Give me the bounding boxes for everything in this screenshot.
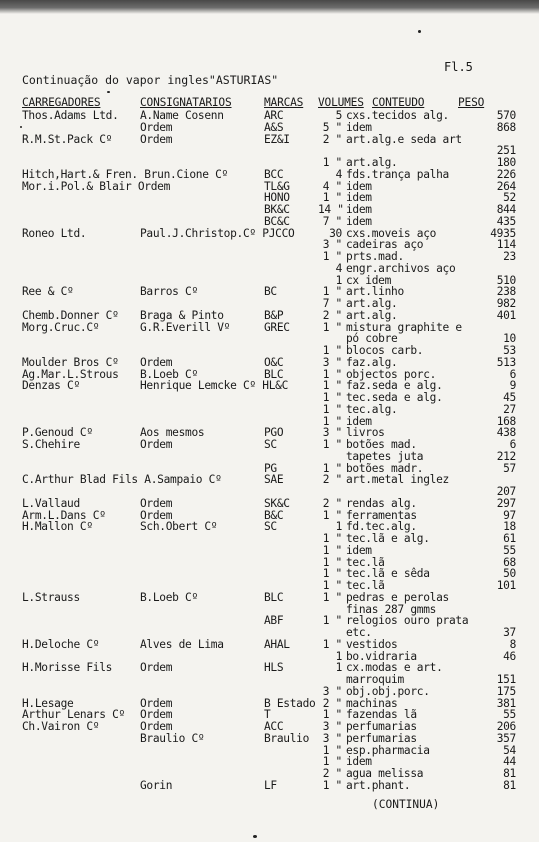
cell-marks: Braulio — [264, 731, 310, 745]
cell-weight: 151 — [496, 673, 516, 686]
cell-content: livros — [346, 426, 385, 440]
cell-marks: TL&G — [264, 179, 290, 193]
cell-qty: 2 " — [322, 132, 342, 146]
cell-content: idem — [346, 755, 372, 769]
cell-weight: 206 — [496, 720, 516, 733]
cell-weight: 37 — [503, 626, 516, 639]
cell-consignee: A.Name Cosenn — [140, 109, 224, 122]
ink-speck — [107, 91, 110, 93]
cell-content: botões mad. — [346, 438, 417, 451]
cell-shipper: S.Chehire — [22, 438, 80, 451]
cell-weight: 52 — [503, 191, 516, 205]
cell-content: machinas — [346, 696, 398, 710]
cell-qty: 1 — [335, 661, 342, 675]
page-number: Fl.5 — [444, 60, 473, 74]
cell-consignee: Ordem — [140, 708, 173, 722]
cell-content: art.alg.e seda art — [346, 132, 462, 146]
cell-content: cx idem — [346, 273, 392, 287]
scan-top-edge — [0, 0, 539, 14]
ink-speck — [253, 835, 257, 838]
table-row — [0, 779, 539, 792]
cell-shipper: Thos.Adams Ltd. — [22, 109, 119, 122]
cell-weight: 212 — [496, 449, 516, 463]
cell-shipper: Ree & Cº — [22, 285, 74, 299]
cell-shipper: Chemb.Donner Cº — [22, 308, 119, 322]
cell-qty: 3 " — [322, 238, 342, 252]
cell-marks: SC — [264, 520, 277, 534]
cell-shipper: L.Strauss — [22, 590, 80, 604]
cell-weight: 97 — [503, 508, 516, 522]
cell-consignee: Ordem — [140, 661, 173, 675]
cell-marks: B&P — [264, 308, 284, 322]
cell-content: art.alg. — [346, 297, 398, 310]
cell-shipper: Arm.L.Dans Cº — [22, 508, 106, 522]
cell-content: vestidos — [346, 637, 398, 651]
cell-consignee: Barros Cº — [140, 285, 198, 299]
cell-weight: 168 — [496, 414, 516, 428]
cell-weight: 357 — [496, 731, 516, 745]
cell-qty: 1 " — [322, 543, 342, 557]
cell-content: pó cobre — [346, 332, 398, 346]
cell-qty: 1 " — [322, 614, 342, 628]
cell-qty: 1 " — [322, 414, 342, 428]
cell-content: perfumarias — [346, 720, 417, 733]
cell-marks: HLS — [264, 661, 284, 675]
cell-qty: 1 " — [322, 555, 342, 569]
cell-consignee: Ordem — [140, 120, 173, 134]
cell-marks: HONO — [264, 191, 290, 205]
cell-marks: ACC — [264, 720, 284, 733]
cell-content: bo.vidraria — [346, 649, 417, 663]
cell-weight: 8 — [509, 637, 516, 651]
cell-shipper: Hitch,Hart.& Fren. Brun.Cione Cº — [22, 167, 228, 181]
cell-weight: 57 — [503, 461, 516, 475]
ink-speck — [418, 30, 421, 33]
cell-shipper: Arthur Lenars Cº — [22, 708, 125, 722]
cell-qty: 1 " — [322, 708, 342, 722]
cell-qty: 7 " — [322, 297, 342, 310]
cell-weight: 982 — [496, 297, 516, 310]
cell-shipper: Morg.Cruc.Cº — [22, 320, 100, 334]
cell-content: fazendas lã — [346, 708, 417, 722]
cell-content: botões madr. — [346, 461, 424, 475]
cell-consignee: Ordem — [140, 355, 173, 369]
cell-marks: A&S — [264, 120, 284, 134]
cell-qty: 1 " — [322, 402, 342, 416]
cell-consignee: Aos mesmos — [140, 426, 205, 440]
cell-weight: 50 — [503, 567, 516, 581]
cell-content: art.linho — [346, 285, 404, 299]
cell-qty: 1 " — [322, 590, 342, 604]
cell-content: rendas alg. — [346, 496, 417, 510]
cell-weight: 844 — [496, 203, 516, 216]
cell-qty: 1 " — [322, 579, 342, 592]
cell-content: art.metal inglez — [346, 473, 449, 487]
cell-qty: 1 " — [322, 567, 342, 581]
cell-consignee: Ordem — [140, 696, 173, 710]
cell-weight: 510 — [496, 273, 516, 287]
cell-content: idem — [346, 414, 372, 428]
cell-consignee: Sch.Obert Cº — [140, 520, 218, 534]
cell-weight: 53 — [503, 344, 516, 357]
cell-marks: BCC — [264, 167, 284, 181]
cell-qty: 1 " — [322, 755, 342, 769]
cell-consignee: Braulio Cº — [140, 731, 205, 745]
cell-weight: 297 — [496, 496, 516, 510]
cell-weight: 27 — [503, 402, 516, 416]
header-weight: PESO — [458, 96, 485, 109]
cell-content: agua melissa — [346, 767, 424, 780]
cell-consignee: Ordem — [140, 508, 173, 522]
cell-shipper: Moulder Bros Cº — [22, 355, 119, 369]
cell-content: idem — [346, 191, 372, 205]
cell-qty: 5 " — [322, 120, 342, 134]
cell-content: mistura graphite e — [346, 320, 462, 334]
cell-content: tapetes juta — [346, 449, 424, 463]
cell-weight: 55 — [503, 708, 516, 722]
cell-weight: 251 — [496, 144, 516, 158]
cell-weight: 81 — [503, 778, 516, 792]
cell-shipper: R.M.St.Pack Cº — [22, 132, 113, 146]
cell-content: idem — [346, 120, 372, 134]
cell-marks: B Estado — [264, 696, 316, 710]
cell-shipper: H.Morisse Fils — [22, 661, 113, 675]
cell-shipper: Roneo Ltd. — [22, 226, 87, 240]
cell-weight: 9 — [509, 379, 516, 393]
cell-content: cxs.tecidos alg. — [346, 109, 449, 122]
cell-consignee: B.Loeb Cº — [140, 367, 198, 381]
cell-qty: 2 " — [322, 308, 342, 322]
cell-weight: 513 — [496, 355, 516, 369]
cell-marks: BC&C — [264, 214, 290, 228]
cell-content: art.alg. — [346, 308, 398, 322]
header-consignee: CONSIGNATARIOS — [140, 96, 232, 109]
cell-marks: T — [264, 708, 271, 722]
cell-content: tec.lã e alg. — [346, 532, 430, 545]
cell-qty: 1 " — [322, 532, 342, 545]
cell-weight: 6 — [509, 367, 516, 381]
cell-shipper: Mor.i.Pol.& Blair Ordem — [22, 179, 171, 193]
cell-marks: GREC — [264, 320, 290, 334]
cell-marks: AHAL — [264, 637, 290, 651]
cell-qty: 3 " — [322, 684, 342, 698]
cell-qty: 14 " — [318, 203, 344, 216]
cell-weight: 45 — [503, 391, 516, 404]
cell-content: idem — [346, 179, 372, 193]
cell-weight: 4935 — [490, 226, 516, 240]
cell-consignee: G.R.Everill Vº — [140, 320, 231, 334]
cell-content: art.alg. — [346, 156, 398, 169]
header-content: CONTEUDO — [372, 96, 425, 109]
cell-marks: ARC — [264, 109, 284, 122]
cell-content: obj.obj.porc. — [346, 684, 430, 698]
cell-content: finas 287 gmms — [346, 602, 437, 616]
cell-shipper: L.Vallaud — [22, 496, 80, 510]
cell-weight: 101 — [496, 579, 516, 592]
cell-content: relogios ouro prata — [346, 614, 469, 628]
cell-content: fds.trança palha — [346, 167, 449, 181]
cell-qty: 1 " — [322, 344, 342, 357]
cell-weight: 868 — [496, 120, 516, 134]
cell-content: tec.lã — [346, 579, 385, 592]
cell-marks: O&C — [264, 355, 284, 369]
cell-weight: 10 — [503, 332, 516, 346]
cell-content: faz.seda e alg. — [346, 379, 443, 393]
cell-content: idem — [346, 543, 372, 557]
cell-content: idem — [346, 203, 372, 216]
cell-weight: 207 — [496, 485, 516, 498]
cell-marks: ABF — [264, 614, 284, 628]
document-title: Continuação do vapor ingles"ASTURIAS" — [22, 73, 279, 87]
cell-marks: PGO — [264, 426, 284, 440]
cell-shipper: Ch.Vairon Cº — [22, 720, 100, 733]
cell-content: tec.seda e alg. — [346, 391, 443, 404]
cell-shipper: H.Lesage — [22, 696, 74, 710]
cell-qty: 2 " — [322, 767, 342, 780]
cell-shipper: P.Genoud Cº — [22, 426, 93, 440]
cell-content: fd.tec.alg. — [346, 520, 417, 534]
cell-qty: 30 — [329, 226, 342, 240]
cell-qty: 3 " — [322, 426, 342, 440]
cell-content: prts.mad. — [346, 250, 404, 263]
cell-content: pedras e perolas — [346, 590, 449, 604]
cell-content: tec.lã — [346, 555, 385, 569]
cell-weight: 18 — [503, 520, 516, 534]
cell-shipper: C.Arthur Blad Fils A.Sampaio Cº — [22, 473, 222, 487]
cell-consignee: Ordem — [140, 720, 173, 733]
cell-marks: BLC — [264, 590, 284, 604]
cell-content: tec.lã e sêda — [346, 567, 430, 581]
cell-consignee: B.Loeb Cº — [140, 590, 198, 604]
cell-qty: 4 — [335, 261, 342, 275]
cell-qty: 1 — [335, 520, 342, 534]
cell-shipper: Denzas Cº — [22, 379, 80, 393]
cell-marks: LF — [264, 778, 277, 792]
cell-consignee: Gorin — [140, 778, 173, 792]
cell-marks: PG — [264, 461, 277, 475]
cell-qty: 1 " — [322, 508, 342, 522]
cell-content: art.phant. — [346, 778, 411, 792]
cell-weight: 44 — [503, 755, 516, 769]
cell-content: idem — [346, 214, 372, 228]
cell-weight: 61 — [503, 532, 516, 545]
cell-weight: 180 — [496, 156, 516, 169]
cell-content: objectos porc. — [346, 367, 437, 381]
cell-content: perfumarias — [346, 731, 417, 745]
cell-qty: 7 " — [322, 214, 342, 228]
cell-qty: 1 " — [322, 367, 342, 381]
cell-weight: 81 — [503, 767, 516, 780]
cell-shipper: H.Deloche Cº — [22, 637, 100, 651]
cell-shipper: H.Mallon Cº — [22, 520, 93, 534]
cell-weight: 226 — [496, 167, 516, 181]
cell-qty: 1 " — [322, 461, 342, 475]
cell-content: ferramentas — [346, 508, 417, 522]
cell-qty: 1 " — [322, 250, 342, 263]
cell-consignee: Ordem — [140, 496, 173, 510]
cell-qty: 2 " — [322, 496, 342, 510]
cell-qty: 1 " — [322, 379, 342, 393]
cell-weight: 175 — [496, 684, 516, 698]
cell-qty: 2 " — [322, 473, 342, 487]
cell-content: cadeiras aço — [346, 238, 424, 252]
cell-qty: 1 " — [322, 743, 342, 757]
cell-marks: EZ&I — [264, 132, 290, 146]
cell-weight: 438 — [496, 426, 516, 440]
cell-qty: 4 — [335, 167, 342, 181]
cell-content: faz.alg. — [346, 355, 398, 369]
cell-content: engr.archivos aço — [346, 261, 456, 275]
cell-content: etc. — [346, 626, 372, 639]
cell-weight: 238 — [496, 285, 516, 299]
cell-qty: 1 " — [322, 391, 342, 404]
cell-weight: 54 — [503, 743, 516, 757]
cell-weight: 435 — [496, 214, 516, 228]
cell-weight: 381 — [496, 696, 516, 710]
cell-qty: 1 " — [322, 637, 342, 651]
cell-weight: 264 — [496, 179, 516, 193]
cell-content: marroquim — [346, 673, 404, 686]
cell-consignee: Braga & Pinto — [140, 308, 224, 322]
cell-qty: 1 — [335, 649, 342, 663]
cell-weight: 114 — [496, 238, 516, 252]
cell-content: cxs.moveis aço — [346, 226, 437, 240]
cell-consignee: Henrique Lemcke Cº HL&C — [140, 379, 289, 393]
cell-marks: BC — [264, 285, 277, 299]
cell-weight: 23 — [503, 250, 516, 263]
cell-marks: SAE — [264, 473, 284, 487]
cell-marks: SC — [264, 438, 277, 451]
cell-consignee: Alves de Lima — [140, 637, 224, 651]
cell-content: cx.modas e art. — [346, 661, 443, 675]
cell-weight: 401 — [496, 308, 516, 322]
cell-qty: 1 " — [322, 191, 342, 205]
cell-marks: B&C — [264, 508, 284, 522]
cell-consignee: Ordem — [140, 438, 173, 451]
cell-qty: 3 " — [322, 731, 342, 745]
cell-weight: 46 — [503, 649, 516, 663]
cell-qty: 1 " — [322, 438, 342, 451]
cell-weight: 68 — [503, 555, 516, 569]
cell-shipper: Ag.Mar.L.Strous — [22, 367, 119, 381]
cell-marks: BLC — [264, 367, 284, 381]
cell-qty: 1 " — [322, 778, 342, 792]
continued-note: (CONTINUA) — [372, 798, 440, 811]
cell-content: esp.pharmacia — [346, 743, 430, 757]
cell-qty: 1 " — [322, 320, 342, 334]
cell-qty: 1 " — [322, 285, 342, 299]
cell-qty: 1 " — [322, 156, 342, 169]
cell-qty: 2 " — [322, 696, 342, 710]
cell-content: blocos carb. — [346, 344, 424, 357]
cell-weight: 6 — [509, 438, 516, 451]
cell-qty: 4 " — [322, 179, 342, 193]
cell-weight: 55 — [503, 543, 516, 557]
cell-content: tec.alg. — [346, 402, 398, 416]
cell-marks: BK&C — [264, 203, 290, 216]
cell-qty: 1 — [335, 273, 342, 287]
header-marks: MARCAS — [264, 96, 304, 109]
cell-consignee: Ordem — [140, 132, 173, 146]
header-volumes: VOLUMES — [318, 96, 364, 109]
cell-consignee: Paul.J.Christop.Cº PJCCO — [140, 226, 295, 240]
cell-qty: 3 " — [322, 720, 342, 733]
header-shipper: CARREGADORES — [22, 96, 101, 109]
cell-qty: 5 — [335, 109, 342, 122]
cell-marks: SK&C — [264, 496, 290, 510]
cell-qty: 3 " — [322, 355, 342, 369]
cell-weight: 570 — [496, 109, 516, 122]
